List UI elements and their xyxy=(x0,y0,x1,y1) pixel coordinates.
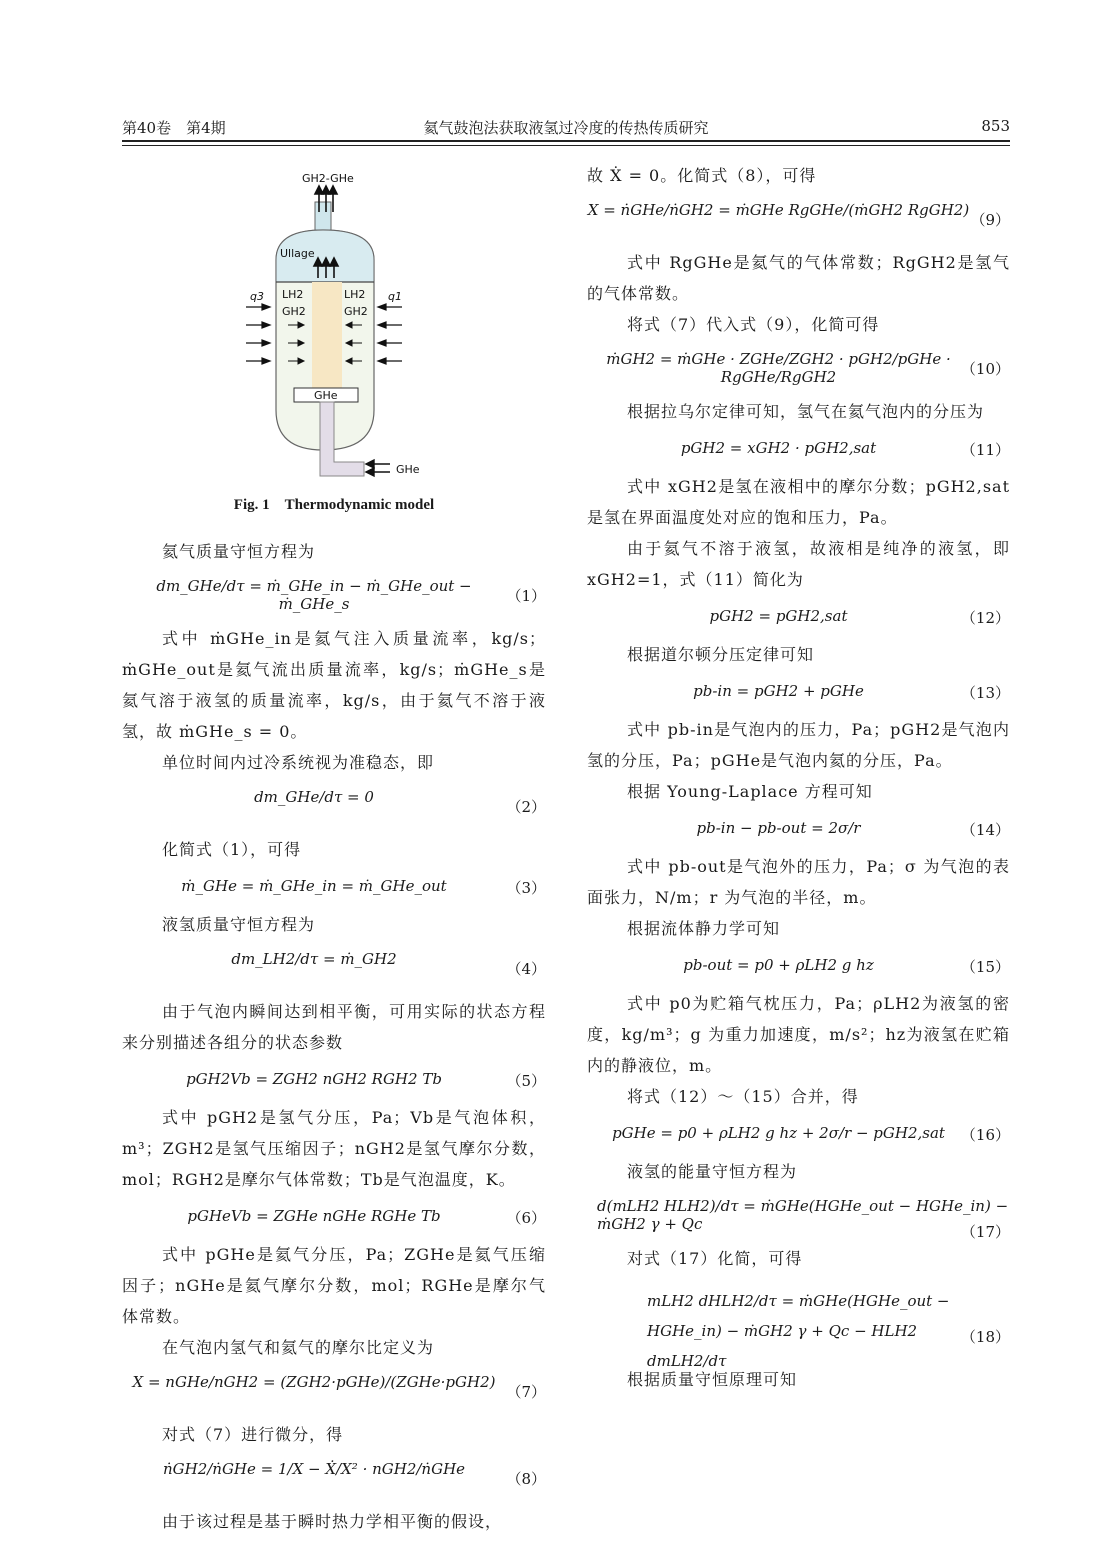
equation-17-number: （17） xyxy=(960,1223,1010,1241)
equation-4-body: dm_LH2/dτ = ṁ_GH2 xyxy=(231,950,397,968)
para-r9: 根据 Young-Laplace 方程可知 xyxy=(627,782,873,801)
equation-11-number: （11） xyxy=(960,441,1010,459)
para-l2: 式中 ṁGHe_in是氦气注入质量流率，kg/s；ṁGHe_out是氦气流出质量流率，kg/s；ṁGHe_s是氦气溶于液氢的质量流率，kg/s，由于氦气不溶于液氢，故 ṁGHe_s = 0。 xyxy=(122,629,546,741)
label-ghe-distributor: GHe xyxy=(314,389,338,402)
equation-16 xyxy=(587,1112,1010,1156)
header-rule-thin xyxy=(122,145,1010,146)
equation-8-number: （8） xyxy=(506,1470,546,1488)
equation-11 xyxy=(587,427,1010,471)
equation-3-number: （3） xyxy=(506,879,546,897)
equation-5-number: （5） xyxy=(506,1072,546,1090)
left-column xyxy=(122,160,546,1537)
equation-13-body: pb-in = pGH2 + pGHe xyxy=(693,682,864,700)
equation-16-body: pGHe = p0 + ρLH2 g hz + 2σ/r − pGH2,sat xyxy=(612,1124,945,1142)
para-l6: 由于气泡内瞬间达到相平衡，可用实际的状态方程来分别描述各组分的状态参数 xyxy=(122,1002,546,1052)
equation-3-body: ṁ_GHe = ṁ_GHe_in = ṁ_GHe_out xyxy=(181,877,447,895)
para-r3: 将式（7）代入式（9），化简可得 xyxy=(627,315,880,334)
equation-15 xyxy=(587,944,1010,988)
equation-14-number: （14） xyxy=(960,821,1010,839)
para-r1: 故 Ẋ = 0。化简式（8），可得 xyxy=(587,166,817,185)
equation-8-body: ṅGH2/ṅGHe = 1/X − Ẋ/X² · nGH2/ṅGHe xyxy=(162,1460,466,1478)
para-l1: 氦气质量守恒方程为 xyxy=(162,542,316,561)
equation-1-body: dm_GHe/dτ = ṁ_GHe_in − ṁ_GHe_out − ṁ_GHe_s xyxy=(156,577,472,613)
equation-14 xyxy=(587,807,1010,851)
para-r6: 由于氦气不溶于液氢，故液相是纯净的液氢，即 xGH2=1，式（11）简化为 xyxy=(587,539,1010,589)
label-ullage: Ullage xyxy=(280,247,315,260)
equation-1-number: （1） xyxy=(506,587,546,605)
equation-3 xyxy=(122,865,546,909)
para-l8: 式中 pGHe是氦气分压，Pa；ZGHe是氦气压缩因子；nGHe是氦气摩尔分数，mol；RGHe是摩尔气体常数。 xyxy=(122,1245,546,1326)
equation-15-body: pb-out = p0 + ρLH2 g hz xyxy=(683,956,874,974)
para-r14: 液氢的能量守恒方程为 xyxy=(627,1162,798,1181)
label-lh2-left: LH2 xyxy=(282,288,304,301)
equation-5 xyxy=(122,1058,546,1102)
label-ghe-inlet: GHe xyxy=(396,463,420,476)
equation-18-number: （18） xyxy=(960,1328,1010,1346)
equation-4 xyxy=(122,940,546,996)
equation-7-number: （7） xyxy=(506,1383,546,1401)
equation-6-number: （6） xyxy=(506,1209,546,1227)
para-r11: 根据流体静力学可知 xyxy=(627,919,781,938)
equation-12 xyxy=(587,595,1010,639)
para-r5: 式中 xGH2是氢在液相中的摩尔分数；pGH2,sat是氢在界面温度处对应的饱和压力，Pa。 xyxy=(587,477,1010,527)
equation-18 xyxy=(587,1274,1010,1370)
equation-12-number: （12） xyxy=(960,609,1010,627)
para-r8: 式中 pb-in是气泡内的压力，Pa；pGH2是气泡内氢的分压，Pa；pGHe是气泡内氦的分压，Pa。 xyxy=(587,720,1010,770)
equation-17 xyxy=(587,1187,1010,1243)
equation-16-number: （16） xyxy=(960,1126,1010,1144)
equation-2-number: （2） xyxy=(506,798,546,816)
equation-4-number: （4） xyxy=(506,960,546,978)
para-r7: 根据道尔顿分压定律可知 xyxy=(627,645,815,664)
equation-2 xyxy=(122,778,546,834)
label-gh2-right: GH2 xyxy=(344,305,368,318)
para-l4: 化简式（1），可得 xyxy=(162,840,302,859)
para-r15: 对式（17）化简，可得 xyxy=(627,1249,803,1268)
para-r4: 根据拉乌尔定律可知，氢气在氦气泡内的分压为 xyxy=(627,402,985,421)
label-heat-left: q3 xyxy=(250,290,264,303)
para-l10: 对式（7）进行微分，得 xyxy=(162,1425,344,1444)
equation-5-body: pGH2Vb = ZGH2 nGH2 RGH2 Tb xyxy=(186,1070,442,1088)
para-r12: 式中 p0为贮箱气枕压力，Pa；ρLH2为液氢的密度，kg/m³；g 为重力加速度，m/s²；hz为液氢在贮箱内的静液位，m。 xyxy=(587,994,1010,1075)
label-outlet-gas: GH2-GHe xyxy=(302,172,354,185)
equation-2-body: dm_GHe/dτ = 0 xyxy=(254,788,374,806)
page-number: 853 xyxy=(981,117,1010,135)
equation-6 xyxy=(122,1195,546,1239)
equation-13-number: （13） xyxy=(960,684,1010,702)
equation-7 xyxy=(122,1363,546,1419)
equation-8 xyxy=(122,1450,546,1506)
label-lh2-right: LH2 xyxy=(344,288,366,301)
equation-18-body: mLH2 dHLH2/dτ = ṁGHe(HGHe_out − HGHe_in) − ṁGH2 γ + Qc − HLH2 dmLH2/dτ xyxy=(647,1292,950,1370)
equation-1 xyxy=(122,567,546,623)
journal-volume: 第40卷 第4期 xyxy=(122,119,226,137)
equation-7-body: X = nGHe/nGH2 = (ZGH2·pGHe)/(ZGHe·pGH2) xyxy=(132,1373,496,1391)
para-l7: 式中 pGH2是氢气分压，Pa；Vb是气泡体积，m³；ZGH2是氢气压缩因子；nGH2是氢气摩尔分数，mol；RGH2是摩尔气体常数；Tb是气泡温度，K。 xyxy=(122,1108,546,1189)
equation-9-number: （9） xyxy=(970,211,1010,229)
figure-thermodynamic-model xyxy=(122,160,546,536)
para-r10: 式中 pb-out是气泡外的压力，Pa；σ 为气泡的表面张力，N/m；r 为气泡的半径，m。 xyxy=(587,857,1010,907)
figure-caption: Fig. 1 Thermodynamic model xyxy=(233,497,435,513)
label-heat-right: q1 xyxy=(388,290,402,303)
tank-diagram xyxy=(122,160,546,490)
para-l11: 由于该过程是基于瞬时热力学相平衡的假设， xyxy=(162,1512,503,1531)
header-rule-thick xyxy=(122,140,1010,142)
running-header xyxy=(122,112,1010,152)
equation-6-body: pGHeVb = ZGHe nGHe RGHe Tb xyxy=(187,1207,441,1225)
equation-11-body: pGH2 = xGH2 · pGH2,sat xyxy=(680,439,877,457)
para-r16: 根据质量守恒原理可知 xyxy=(627,1370,798,1389)
para-r2: 式中 RgGHe是氦气的气体常数；RgGH2是氢气的气体常数。 xyxy=(587,253,1010,303)
right-column xyxy=(587,160,1010,1395)
equation-13 xyxy=(587,670,1010,714)
para-l9: 在气泡内氢气和氦气的摩尔比定义为 xyxy=(162,1338,435,1357)
equation-9 xyxy=(587,191,1010,247)
equation-9-body: X = ṅGHe/ṅGH2 = ṁGHe RgGHe/(ṁGH2 RgGH2) xyxy=(587,201,970,219)
equation-10-body: ṁGH2 = ṁGHe · ZGHe/ZGH2 · pGH2/pGHe · RgGHe/RgGH2 xyxy=(606,350,951,386)
equation-10-number: （10） xyxy=(960,360,1010,378)
para-l5: 液氢质量守恒方程为 xyxy=(162,915,316,934)
equation-14-body: pb-in − pb-out = 2σ/r xyxy=(696,819,861,837)
para-l3: 单位时间内过冷系统视为准稳态，即 xyxy=(162,753,435,772)
label-gh2-left: GH2 xyxy=(282,305,306,318)
equation-15-number: （15） xyxy=(960,958,1010,976)
equation-17-body: d(mLH2 HLH2)/dτ = ṁGHe(HGHe_out − HGHe_in) − ṁGH2 γ + Qc xyxy=(597,1197,1009,1233)
para-r13: 将式（12）～（15）合并，得 xyxy=(627,1087,859,1106)
equation-12-body: pGH2 = pGH2,sat xyxy=(709,607,848,625)
running-title: 氦气鼓泡法获取液氢过冷度的传热传质研究 xyxy=(423,119,709,137)
equation-10 xyxy=(587,340,1010,396)
